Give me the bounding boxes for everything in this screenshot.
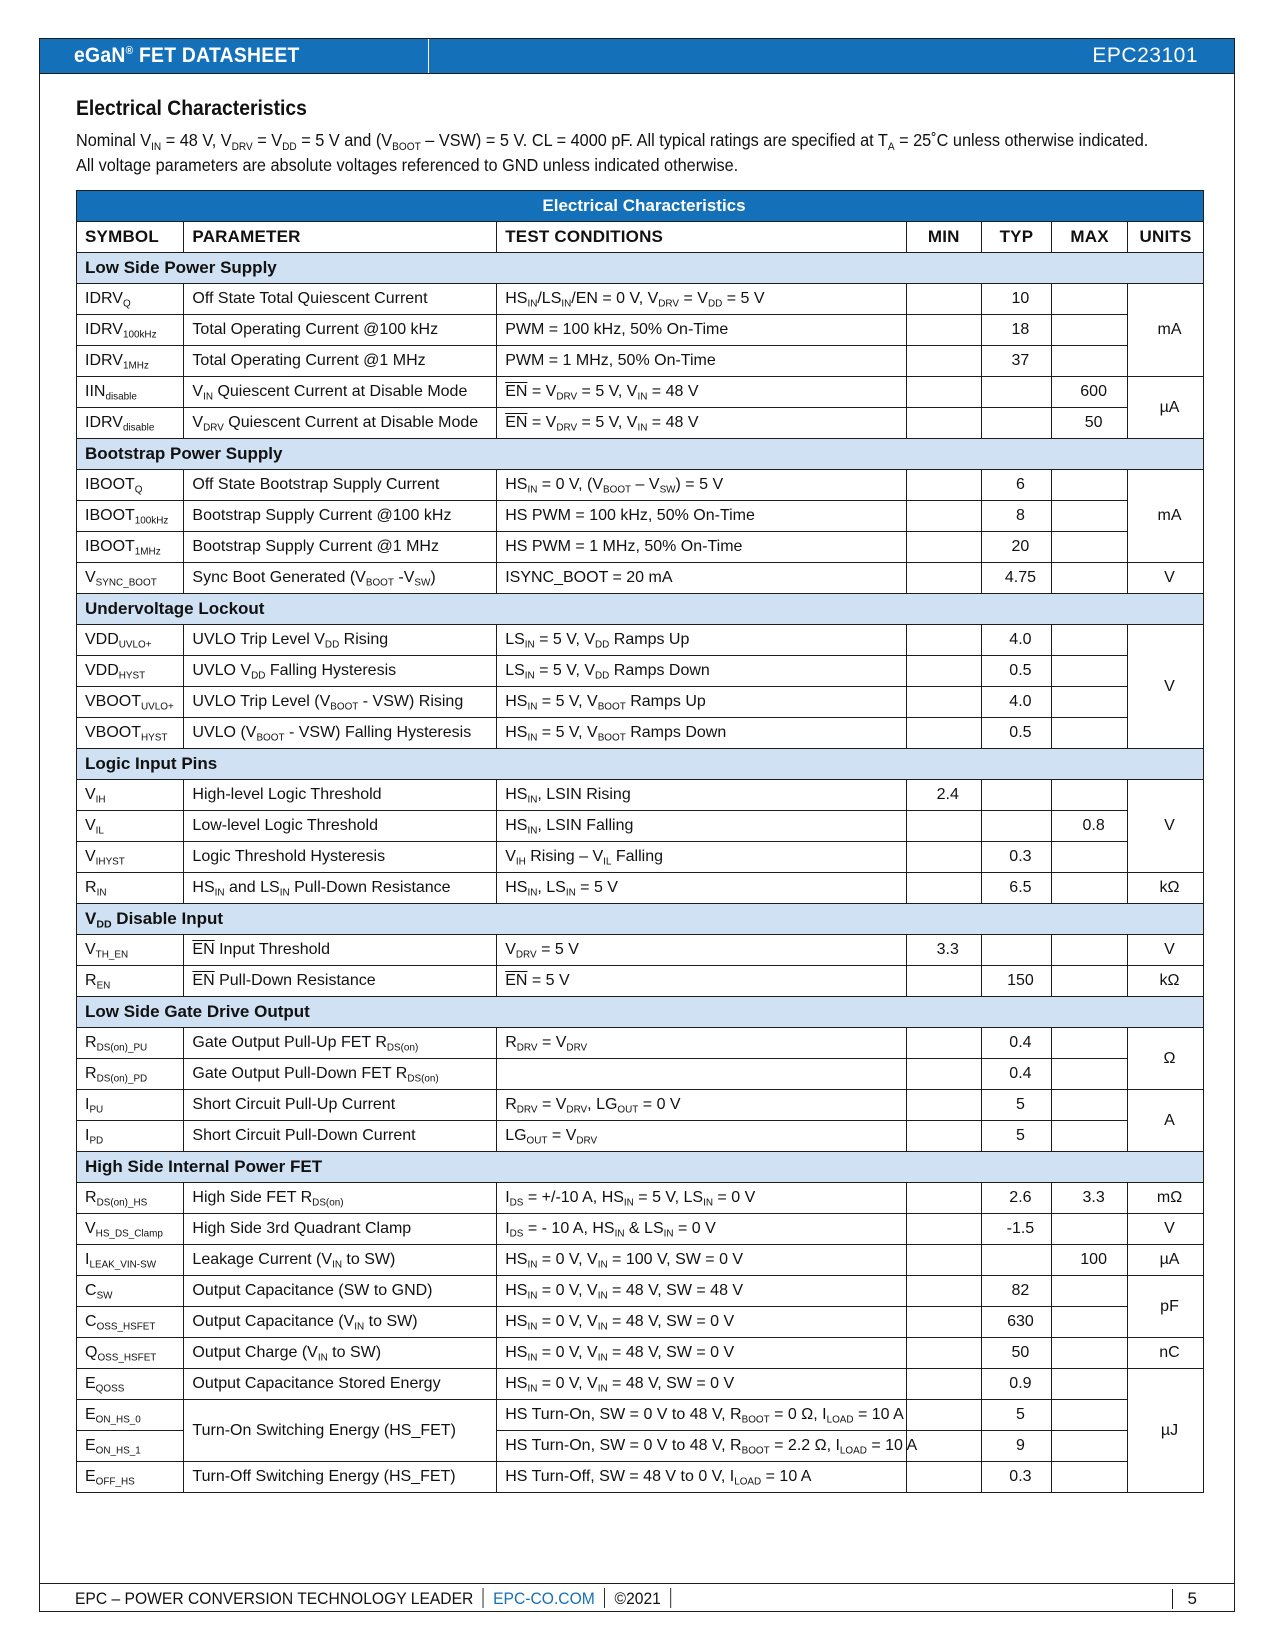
symbol-cell: $R_{DS(on)\_PU}$ — [77, 1028, 184, 1059]
typ-cell: 37 — [981, 346, 1052, 377]
datasheet-header — [39, 38, 1235, 74]
unit-cell: kΩ — [1128, 873, 1204, 904]
condition-cell: $V_{DRV} = 5$ V — [497, 935, 907, 966]
max-cell — [1052, 873, 1128, 904]
unit-cell: nC — [1128, 1338, 1204, 1369]
min-cell — [906, 656, 981, 687]
page-number: 5 — [1187, 1589, 1197, 1608]
max-cell: 0.8 — [1052, 811, 1128, 842]
parameter-cell: UVLO Trip Level $(V_{BOOT} - VSW)$ Rising — [184, 687, 497, 718]
symbol-cell: $IDRV_Q$ — [77, 284, 184, 315]
col-min: MIN — [906, 222, 981, 253]
table-row — [77, 284, 1204, 315]
table-row — [77, 1307, 1204, 1338]
col-conditions: TEST CONDITIONS — [497, 222, 907, 253]
table-row — [77, 563, 1204, 594]
max-cell — [1052, 842, 1128, 873]
header-divider — [428, 39, 429, 73]
parameter-cell: Short Circuit Pull-Up Current — [184, 1090, 497, 1121]
parameter-cell: High-level Logic Threshold — [184, 780, 497, 811]
min-cell — [906, 532, 981, 563]
condition-cell: HS Turn-On, SW = 0 V to 48 V, $R_{BOOT} = 0$ Ω, $I_{LOAD} = 10$ A — [497, 1400, 907, 1431]
parameter-cell: Turn-Off Switching Energy (HS_FET) — [184, 1462, 497, 1493]
table-row — [77, 532, 1204, 563]
typ-cell: 0.4 — [981, 1028, 1052, 1059]
max-cell — [1052, 532, 1128, 563]
min-cell — [906, 408, 981, 439]
symbol-cell: $IBOOT_{1MHz}$ — [77, 532, 184, 563]
condition-cell: $R_{DRV} = V_{DRV}$ — [497, 1028, 907, 1059]
parameter-cell: Leakage Current ($V_{IN}$ to SW) — [184, 1245, 497, 1276]
condition-cell: $\overline{EN} = 5$ V — [497, 966, 907, 997]
typ-cell: 0.5 — [981, 718, 1052, 749]
unit-cell: V — [1128, 625, 1204, 749]
min-cell — [906, 1028, 981, 1059]
table-row — [77, 811, 1204, 842]
typ-cell: 5 — [981, 1400, 1052, 1431]
table-row — [77, 315, 1204, 346]
intro-line-2: All voltage parameters are absolute voltages referenced to GND unless indicated otherwise. — [76, 155, 739, 175]
unit-cell: µJ — [1128, 1369, 1204, 1493]
unit-cell: mΩ — [1128, 1183, 1204, 1214]
symbol-cell: $R_{DS(on)\_PD}$ — [77, 1059, 184, 1090]
max-cell — [1052, 1431, 1128, 1462]
min-cell — [906, 315, 981, 346]
symbol-cell: $R_{DS(on)\_HS}$ — [77, 1183, 184, 1214]
col-typ: TYP — [981, 222, 1052, 253]
condition-cell: $HS_{IN}$, LSIN Rising — [497, 780, 907, 811]
group-title: $V_{DD}$ Disable Input — [77, 904, 1204, 935]
parameter-cell: Gate Output Pull-Down FET $R_{DS(on)}$ — [184, 1059, 497, 1090]
parameter-cell: $\overline{EN}$ Pull-Down Resistance — [184, 966, 497, 997]
table-row — [77, 1400, 1204, 1431]
max-cell — [1052, 1307, 1128, 1338]
min-cell — [906, 563, 981, 594]
table-row — [77, 1214, 1204, 1245]
group-row — [77, 904, 1204, 935]
max-cell — [1052, 315, 1128, 346]
symbol-cell: $VDD_{UVLO+}$ — [77, 625, 184, 656]
symbol-cell: $E_{ON\_HS\_1}$ — [77, 1431, 184, 1462]
typ-cell: 4.0 — [981, 625, 1052, 656]
typ-cell: 8 — [981, 501, 1052, 532]
typ-cell: 5 — [981, 1090, 1052, 1121]
symbol-cell: $I_{PU}$ — [77, 1090, 184, 1121]
group-title: Bootstrap Power Supply — [77, 439, 1204, 470]
condition-cell: $HS_{IN} = 0$ V, $V_{IN} = 48$ V, SW = 0 V — [497, 1307, 907, 1338]
min-cell — [906, 346, 981, 377]
parameter-cell: High Side FET $R_{DS(on)}$ — [184, 1183, 497, 1214]
min-cell — [906, 625, 981, 656]
group-title: Low Side Power Supply — [77, 253, 1204, 284]
max-cell — [1052, 1090, 1128, 1121]
condition-cell: HS PWM = 1 MHz, 50% On-Time — [497, 532, 907, 563]
unit-cell: kΩ — [1128, 966, 1204, 997]
col-symbol: SYMBOL — [77, 222, 184, 253]
max-cell — [1052, 1276, 1128, 1307]
condition-cell: $I_{DS} = +/-10$ A, $HS_{IN} = 5$ V, $LS_{IN} = 0$ V — [497, 1183, 907, 1214]
parameter-cell: Sync Boot Generated ($V_{BOOT}$ $-V_{SW}$) — [184, 563, 497, 594]
table-row — [77, 1090, 1204, 1121]
unit-cell: µA — [1128, 1245, 1204, 1276]
typ-cell: 50 — [981, 1338, 1052, 1369]
parameter-cell: Total Operating Current @1 MHz — [184, 346, 497, 377]
max-cell — [1052, 284, 1128, 315]
table-row — [77, 1059, 1204, 1090]
typ-cell: 6.5 — [981, 873, 1052, 904]
condition-cell: $HS_{IN}$, LSIN Falling — [497, 811, 907, 842]
parameter-cell: Low-level Logic Threshold — [184, 811, 497, 842]
page-footer — [39, 1584, 1235, 1612]
typ-cell: 20 — [981, 532, 1052, 563]
parameter-cell: $V_{IN}$ Quiescent Current at Disable Mode — [184, 377, 497, 408]
unit-cell: V — [1128, 935, 1204, 966]
table-row — [77, 1183, 1204, 1214]
table-row — [77, 1462, 1204, 1493]
footer-copyright: ©2021 — [614, 1589, 661, 1608]
max-cell — [1052, 656, 1128, 687]
intro-text — [76, 128, 1149, 178]
table-row — [77, 935, 1204, 966]
condition-cell: $HS_{IN} = 0$ V, $V_{IN} = 100$ V, SW = 0 V — [497, 1245, 907, 1276]
symbol-cell: $V_{IL}$ — [77, 811, 184, 842]
symbol-cell: $V_{IH}$ — [77, 780, 184, 811]
table-row — [77, 625, 1204, 656]
unit-cell: µA — [1128, 377, 1204, 439]
parameter-cell: Output Capacitance (SW to GND) — [184, 1276, 497, 1307]
condition-cell: ISYNC_BOOT = 20 mA — [497, 563, 907, 594]
typ-cell — [981, 408, 1052, 439]
min-cell — [906, 470, 981, 501]
symbol-cell: $R_{IN}$ — [77, 873, 184, 904]
group-row — [77, 439, 1204, 470]
condition-cell — [497, 1059, 907, 1090]
condition-cell: $HS_{IN} = 0$ V, $V_{IN} = 48$ V, SW = 0 V — [497, 1338, 907, 1369]
min-cell — [906, 1276, 981, 1307]
unit-cell: pF — [1128, 1276, 1204, 1338]
parameter-cell: High Side 3rd Quadrant Clamp — [184, 1214, 497, 1245]
symbol-cell: $V_{HS\_DS\_Clamp}$ — [77, 1214, 184, 1245]
typ-cell — [981, 811, 1052, 842]
table-row — [77, 1338, 1204, 1369]
max-cell — [1052, 1338, 1128, 1369]
typ-cell: 6 — [981, 470, 1052, 501]
table-row — [77, 501, 1204, 532]
condition-cell: HS Turn-Off, SW = 48 V to 0 V, $I_{LOAD} = 10$ A — [497, 1462, 907, 1493]
group-row — [77, 1152, 1204, 1183]
table-row — [77, 966, 1204, 997]
condition-cell: $HS_{IN}$, $LS_{IN} = 5$ V — [497, 873, 907, 904]
part-number: EPC23101 — [1092, 44, 1198, 67]
parameter-cell: Off State Total Quiescent Current — [184, 284, 497, 315]
symbol-cell: $IDRV_{100kHz}$ — [77, 315, 184, 346]
symbol-cell: $E_{QOSS}$ — [77, 1369, 184, 1400]
min-cell — [906, 718, 981, 749]
table-title-row — [77, 191, 1204, 222]
condition-cell: $HS_{IN} = 0$ V, $(V_{BOOT} - V_{SW}) = 5$ V — [497, 470, 907, 501]
table-row — [77, 842, 1204, 873]
unit-cell: V — [1128, 563, 1204, 594]
col-max: MAX — [1052, 222, 1128, 253]
max-cell — [1052, 1400, 1128, 1431]
symbol-cell: $V_{SYNC\_BOOT}$ — [77, 563, 184, 594]
typ-cell — [981, 377, 1052, 408]
parameter-cell: UVLO $V_{DD}$ Falling Hysteresis — [184, 656, 497, 687]
table-row — [77, 873, 1204, 904]
col-units: UNITS — [1128, 222, 1204, 253]
table-row — [77, 346, 1204, 377]
table-title: Electrical Characteristics — [77, 191, 1204, 222]
symbol-cell: $IBOOT_{100kHz}$ — [77, 501, 184, 532]
symbol-cell: $VDD_{HYST}$ — [77, 656, 184, 687]
min-cell — [906, 811, 981, 842]
condition-cell: $HS_{IN} = 0$ V, $V_{IN} = 48$ V, SW = 0 V — [497, 1369, 907, 1400]
unit-cell: V — [1128, 1214, 1204, 1245]
min-cell — [906, 687, 981, 718]
min-cell — [906, 1183, 981, 1214]
typ-cell — [981, 935, 1052, 966]
condition-cell: $LS_{IN} = 5$ V, $V_{DD}$ Ramps Up — [497, 625, 907, 656]
header-title: eGaN® FET DATASHEET — [74, 44, 300, 67]
group-title: Undervoltage Lockout — [77, 594, 1204, 625]
group-title: Logic Input Pins — [77, 749, 1204, 780]
condition-cell: $LS_{IN} = 5$ V, $V_{DD}$ Ramps Down — [497, 656, 907, 687]
parameter-cell: Off State Bootstrap Supply Current — [184, 470, 497, 501]
symbol-cell: $VBOOT_{UVLO+}$ — [77, 687, 184, 718]
group-row — [77, 749, 1204, 780]
parameter-cell: Turn-On Switching Energy (HS_FET) — [184, 1400, 497, 1462]
min-cell — [906, 377, 981, 408]
condition-cell: $R_{DRV} = V_{DRV}$, $LG_{OUT} = 0$ V — [497, 1090, 907, 1121]
typ-cell: 4.75 — [981, 563, 1052, 594]
max-cell — [1052, 966, 1128, 997]
parameter-cell: UVLO $(V_{BOOT} - VSW)$ Falling Hysteresis — [184, 718, 497, 749]
parameter-cell: $V_{DRV}$ Quiescent Current at Disable Mode — [184, 408, 497, 439]
unit-cell: mA — [1128, 470, 1204, 563]
symbol-cell: $V_{IHYST}$ — [77, 842, 184, 873]
column-header-row — [77, 222, 1204, 253]
min-cell — [906, 1121, 981, 1152]
parameter-cell: $HS_{IN}$ and $LS_{IN}$ Pull-Down Resistance — [184, 873, 497, 904]
table-row — [77, 470, 1204, 501]
typ-cell: 0.4 — [981, 1059, 1052, 1090]
condition-cell: PWM = 1 MHz, 50% On-Time — [497, 346, 907, 377]
typ-cell: 82 — [981, 1276, 1052, 1307]
max-cell: 600 — [1052, 377, 1128, 408]
symbol-cell: $E_{ON\_HS\_0}$ — [77, 1400, 184, 1431]
symbol-cell: $IDRV_{disable}$ — [77, 408, 184, 439]
min-cell — [906, 1369, 981, 1400]
min-cell — [906, 1462, 981, 1493]
group-title: High Side Internal Power FET — [77, 1152, 1204, 1183]
typ-cell: 0.3 — [981, 1462, 1052, 1493]
unit-cell: mA — [1128, 284, 1204, 377]
min-cell — [906, 1245, 981, 1276]
table-row — [77, 1028, 1204, 1059]
table-row — [77, 687, 1204, 718]
min-cell — [906, 1090, 981, 1121]
max-cell — [1052, 718, 1128, 749]
unit-cell: V — [1128, 780, 1204, 873]
electrical-characteristics-table — [76, 190, 1204, 1493]
max-cell — [1052, 780, 1128, 811]
condition-cell: $HS_{IN} = 5$ V, $V_{BOOT}$ Ramps Up — [497, 687, 907, 718]
typ-cell: 0.5 — [981, 656, 1052, 687]
parameter-cell: UVLO Trip Level $V_{DD}$ Rising — [184, 625, 497, 656]
condition-cell: $LG_{OUT} = V_{DRV}$ — [497, 1121, 907, 1152]
condition-cell: $HS_{IN} = 5$ V, $V_{BOOT}$ Ramps Down — [497, 718, 907, 749]
table-row — [77, 408, 1204, 439]
max-cell — [1052, 470, 1128, 501]
table-row — [77, 1276, 1204, 1307]
footer-company: EPC – POWER CONVERSION TECHNOLOGY LEADER — [75, 1589, 474, 1608]
max-cell — [1052, 1059, 1128, 1090]
parameter-cell: Short Circuit Pull-Down Current — [184, 1121, 497, 1152]
symbol-cell: $Q_{OSS\_HSFET}$ — [77, 1338, 184, 1369]
table-row — [77, 718, 1204, 749]
condition-cell: PWM = 100 kHz, 50% On-Time — [497, 315, 907, 346]
footer-rule — [39, 1583, 1235, 1584]
condition-cell: $HS_{IN}/LS_{IN}/EN = 0$ V, $V_{DRV} = V_{DD} = 5$ V — [497, 284, 907, 315]
group-title: Low Side Gate Drive Output — [77, 997, 1204, 1028]
condition-cell: $\overline{EN} = V_{DRV} = 5$ V, $V_{IN} = 48$ V — [497, 408, 907, 439]
typ-cell — [981, 1245, 1052, 1276]
col-parameter: PARAMETER — [184, 222, 497, 253]
table-row — [77, 1121, 1204, 1152]
max-cell: 50 — [1052, 408, 1128, 439]
min-cell — [906, 1059, 981, 1090]
min-cell: 3.3 — [906, 935, 981, 966]
footer-separator — [670, 1588, 671, 1608]
typ-cell: 5 — [981, 1121, 1052, 1152]
min-cell — [906, 1431, 981, 1462]
typ-cell: 630 — [981, 1307, 1052, 1338]
typ-cell: 0.3 — [981, 842, 1052, 873]
min-cell: 2.4 — [906, 780, 981, 811]
symbol-cell: $E_{OFF\_HS}$ — [77, 1462, 184, 1493]
typ-cell: 10 — [981, 284, 1052, 315]
min-cell — [906, 842, 981, 873]
max-cell — [1052, 1214, 1128, 1245]
section-title: Electrical Characteristics — [76, 97, 307, 120]
symbol-cell: $VBOOT_{HYST}$ — [77, 718, 184, 749]
max-cell — [1052, 1369, 1128, 1400]
group-row — [77, 253, 1204, 284]
typ-cell: 18 — [981, 315, 1052, 346]
group-row — [77, 997, 1204, 1028]
parameter-cell: Bootstrap Supply Current @100 kHz — [184, 501, 497, 532]
table-row — [77, 1369, 1204, 1400]
min-cell — [906, 873, 981, 904]
typ-cell: 9 — [981, 1431, 1052, 1462]
typ-cell: -1.5 — [981, 1214, 1052, 1245]
table-row — [77, 656, 1204, 687]
min-cell — [906, 966, 981, 997]
condition-cell: HS PWM = 100 kHz, 50% On-Time — [497, 501, 907, 532]
parameter-cell: Bootstrap Supply Current @1 MHz — [184, 532, 497, 563]
unit-cell: Ω — [1128, 1028, 1204, 1090]
unit-cell: A — [1128, 1090, 1204, 1152]
symbol-cell: $I_{PD}$ — [77, 1121, 184, 1152]
min-cell — [906, 1338, 981, 1369]
typ-cell: 150 — [981, 966, 1052, 997]
symbol-cell: $C_{SW}$ — [77, 1276, 184, 1307]
footer-separator — [483, 1588, 484, 1608]
footer-website-link[interactable]: EPC-CO.COM — [493, 1589, 595, 1608]
max-cell — [1052, 346, 1128, 377]
symbol-cell: $IDRV_{1MHz}$ — [77, 346, 184, 377]
max-cell: 100 — [1052, 1245, 1128, 1276]
table-row — [77, 377, 1204, 408]
max-cell — [1052, 563, 1128, 594]
table-row — [77, 1245, 1204, 1276]
symbol-cell: $V_{TH\_EN}$ — [77, 935, 184, 966]
condition-cell: $V_{IH}$ Rising – $V_{IL}$ Falling — [497, 842, 907, 873]
symbol-cell: $I_{LEAK\_VIN-SW}$ — [77, 1245, 184, 1276]
max-cell — [1052, 1028, 1128, 1059]
parameter-cell: Output Capacitance Stored Energy — [184, 1369, 497, 1400]
symbol-cell: $IIN_{disable}$ — [77, 377, 184, 408]
symbol-cell: $IBOOT_Q$ — [77, 470, 184, 501]
min-cell — [906, 1214, 981, 1245]
typ-cell: 0.9 — [981, 1369, 1052, 1400]
parameter-cell: $\overline{EN}$ Input Threshold — [184, 935, 497, 966]
parameter-cell: Total Operating Current @100 kHz — [184, 315, 497, 346]
symbol-cell: $C_{OSS\_HSFET}$ — [77, 1307, 184, 1338]
min-cell — [906, 1400, 981, 1431]
max-cell — [1052, 1121, 1128, 1152]
typ-cell: 2.6 — [981, 1183, 1052, 1214]
typ-cell: 4.0 — [981, 687, 1052, 718]
max-cell: 3.3 — [1052, 1183, 1128, 1214]
max-cell — [1052, 687, 1128, 718]
condition-cell: $I_{DS}$ = - 10 A, $HS_{IN}$ & $LS_{IN} = 0$ V — [497, 1214, 907, 1245]
condition-cell: $\overline{EN} = V_{DRV} = 5$ V, $V_{IN} = 48$ V — [497, 377, 907, 408]
min-cell — [906, 284, 981, 315]
parameter-cell: Output Capacitance ($V_{IN}$ to SW) — [184, 1307, 497, 1338]
symbol-cell: $R_{EN}$ — [77, 966, 184, 997]
intro-line-1: Nominal $V_{IN} = 48$ V, $V_{DRV} = V_{DD} = 5$ V and $(V_{BOOT} - VSW) = 5$ V. CL = 4000 pF. All typical ratings are specified at $T_A$ = 25˚C unless otherwise indicated. — [76, 130, 1149, 153]
condition-cell: HS Turn-On, SW = 0 V to 48 V, $R_{BOOT} = 2.2$ Ω, $I_{LOAD} = 10$ A — [497, 1431, 907, 1462]
max-cell — [1052, 501, 1128, 532]
typ-cell — [981, 780, 1052, 811]
parameter-cell: Gate Output Pull-Up FET $R_{DS(on)}$ — [184, 1028, 497, 1059]
max-cell — [1052, 935, 1128, 966]
max-cell — [1052, 625, 1128, 656]
parameter-cell: Logic Threshold Hysteresis — [184, 842, 497, 873]
min-cell — [906, 501, 981, 532]
condition-cell: $HS_{IN} = 0$ V, $V_{IN} = 48$ V, SW = 48 V — [497, 1276, 907, 1307]
footer-text — [75, 1586, 681, 1612]
max-cell — [1052, 1462, 1128, 1493]
group-row — [77, 594, 1204, 625]
min-cell — [906, 1307, 981, 1338]
parameter-cell: Output Charge ($V_{IN}$ to SW) — [184, 1338, 497, 1369]
page-number-separator — [1172, 1589, 1174, 1609]
table-row — [77, 780, 1204, 811]
footer-separator — [604, 1588, 605, 1608]
